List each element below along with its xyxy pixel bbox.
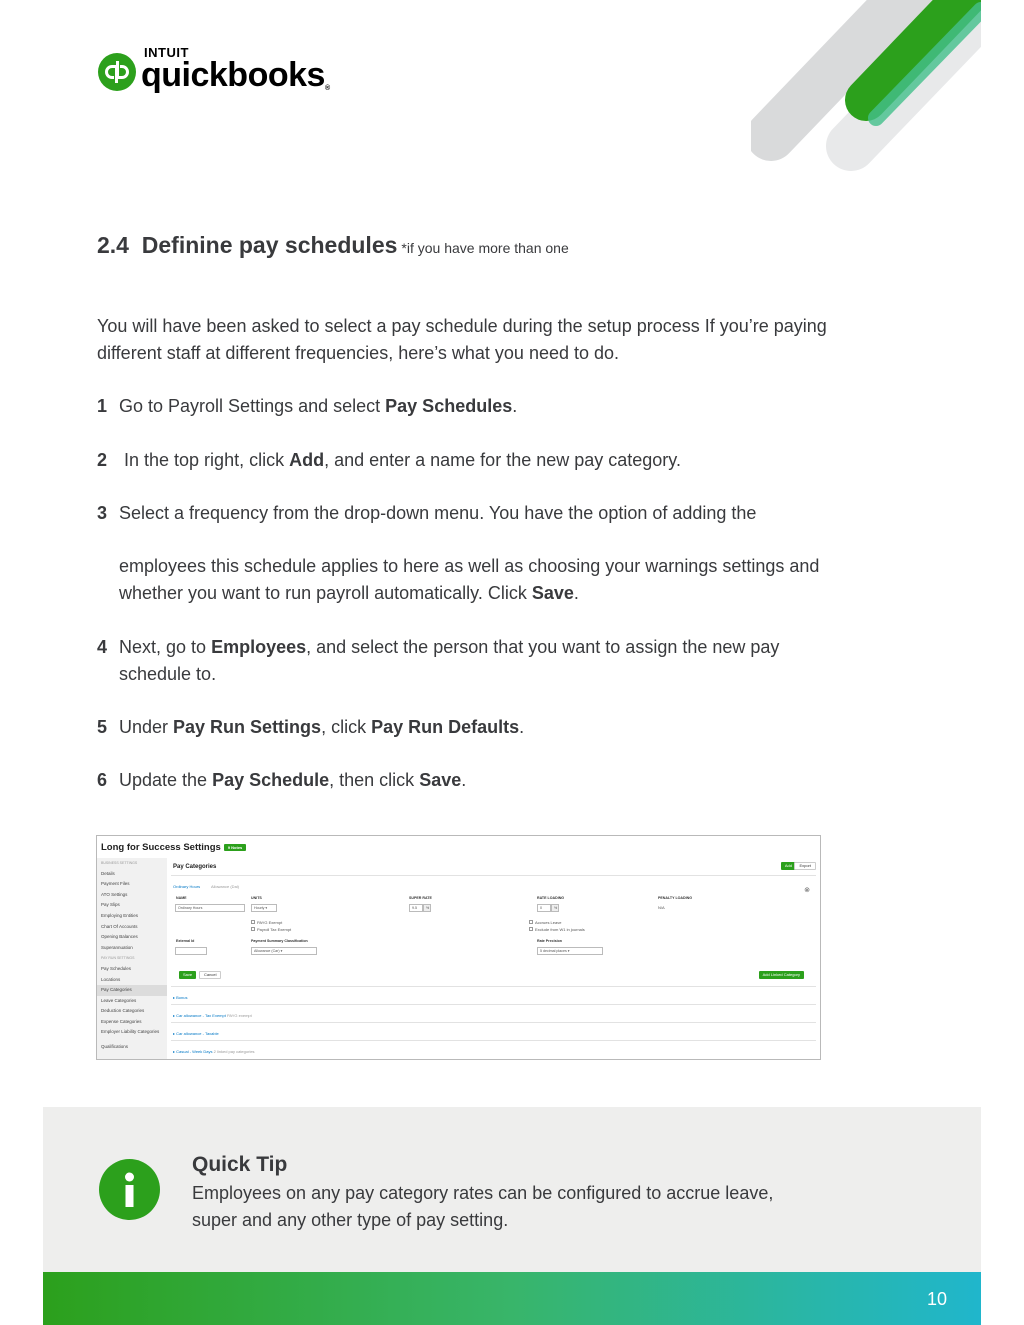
add-button[interactable]: Add bbox=[781, 862, 796, 870]
step-6: 6 Update the Pay Schedule, then click Save. bbox=[97, 770, 467, 790]
accrues-leave-label: Accrues Leave bbox=[535, 920, 562, 925]
cancel-button[interactable]: Cancel bbox=[199, 971, 221, 979]
col-rate: RATE LOADING bbox=[537, 896, 565, 900]
step-3: 3 Select a frequency from the drop-down menu. You have the option of adding the employees this schedule applies to here as well as choosing your warnings settings and whether you want to run payroll automatically. Click Save. bbox=[97, 503, 820, 603]
step-1: 1 Go to Payroll Settings and select Pay Schedules. bbox=[97, 396, 518, 416]
accrues-leave-checkbox[interactable] bbox=[529, 920, 533, 924]
sidebar-item-leave-categories[interactable]: Leave Categories bbox=[101, 997, 137, 1003]
tab-ordinary-hours[interactable]: Ordinary Hours bbox=[173, 884, 201, 889]
payroll-tax-checkbox[interactable] bbox=[251, 927, 255, 931]
sidebar-section: PAY RUN SETTINGS bbox=[101, 956, 135, 961]
precision-label: Rate Precision bbox=[537, 939, 562, 943]
units-select[interactable]: Hourly ▾ bbox=[251, 904, 277, 912]
sidebar-item-payment-files[interactable]: Payment Files bbox=[101, 881, 130, 887]
row-bonus[interactable]: ▸ Bonus bbox=[173, 995, 188, 1000]
row-car-allowance-exempt[interactable]: ▸ Car allowance - Tax Exempt PAYG exempt bbox=[173, 1013, 252, 1018]
intro-paragraph: You will have been asked to select a pay schedule during the setup process If you’re paying different staff at different frequencies, here’s what you need to do. bbox=[97, 316, 827, 363]
qb-logo-icon bbox=[98, 53, 136, 91]
sidebar-item-pay-schedules[interactable]: Pay Schedules bbox=[101, 965, 132, 971]
external-id-label: External Id bbox=[176, 939, 195, 943]
percent-addon: % bbox=[551, 904, 559, 912]
info-icon bbox=[99, 1159, 160, 1220]
step-2: 2 In the top right, click Add, and enter a name for the new pay category. bbox=[97, 450, 681, 470]
divider bbox=[171, 875, 816, 876]
rate-loading-input[interactable]: 0 bbox=[537, 904, 551, 912]
step-4: 4 Next, go to Employees, and select the person that you want to assign the new pay schedule to. bbox=[97, 637, 780, 684]
percent-addon: % bbox=[423, 904, 431, 912]
sidebar-item-ato-settings[interactable]: ATO Settings bbox=[101, 891, 128, 897]
payg-exempt-checkbox[interactable] bbox=[251, 920, 255, 924]
sidebar-item-pay-categories[interactable]: Pay Categories bbox=[97, 985, 167, 996]
footer-bar bbox=[43, 1272, 981, 1325]
payg-exempt-label: PAYG Exempt bbox=[257, 920, 283, 925]
precision-select[interactable]: 5 decimal places ▾ bbox=[537, 947, 603, 955]
exclude-w1-checkbox[interactable] bbox=[529, 927, 533, 931]
section-heading: 2.4 Definine pay schedules *if you have more than one bbox=[97, 232, 569, 258]
quick-tip-box bbox=[43, 1107, 981, 1272]
quick-tip-title: Quick Tip bbox=[192, 1153, 288, 1176]
sidebar-section: BUSINESS SETTINGS bbox=[101, 861, 138, 865]
settings-sidebar bbox=[97, 858, 167, 1060]
divider bbox=[171, 1022, 816, 1023]
row-casual-week-days[interactable]: ▸ Casual - Week Days 2 linked pay categories bbox=[173, 1049, 255, 1054]
quick-tip-text: Employees on any pay category rates can be configured to accrue leave, super and any other type of pay setting. bbox=[192, 1183, 774, 1230]
page-number: 10 bbox=[926, 1289, 947, 1309]
external-id-input[interactable] bbox=[175, 947, 207, 955]
sidebar-item-locations[interactable]: Locations bbox=[101, 976, 121, 982]
export-button[interactable]: Export bbox=[794, 862, 816, 870]
psc-label: Payment Summary Classification bbox=[251, 939, 308, 943]
settings-main bbox=[171, 858, 816, 1059]
settings-screenshot bbox=[96, 835, 821, 1060]
sidebar-item-employing-entities[interactable]: Employing Entities bbox=[101, 912, 139, 918]
main-title: Pay Categories bbox=[173, 864, 217, 870]
col-units: UNITS bbox=[251, 896, 262, 900]
sidebar-item-qualifications[interactable]: Qualifications bbox=[101, 1043, 129, 1049]
penalty-value: N/A bbox=[658, 905, 665, 910]
psc-select[interactable]: Allowance (Car) ▾ bbox=[251, 947, 317, 955]
super-rate-input[interactable]: 9.5 bbox=[409, 904, 423, 912]
close-icon[interactable]: ⊗ bbox=[804, 887, 810, 894]
payroll-tax-label: Payroll Tax Exempt bbox=[257, 927, 292, 932]
sidebar-item-pay-slips[interactable]: Pay Slips bbox=[101, 902, 120, 908]
decorative-graphic bbox=[751, 0, 981, 195]
col-name: NAME bbox=[176, 896, 187, 900]
sidebar-item-superannuation[interactable]: Superannuation bbox=[101, 944, 133, 950]
col-super: SUPER RATE bbox=[409, 896, 432, 900]
divider bbox=[171, 1040, 816, 1041]
exclude-w1-label: Exclude from W1 in journals bbox=[535, 927, 585, 932]
sidebar-item-employer-liability[interactable]: Employer Liability Categories bbox=[101, 1028, 160, 1034]
intuit-wordmark: INTUIT bbox=[144, 45, 189, 60]
quickbooks-wordmark: quickbooks® bbox=[141, 56, 330, 94]
divider bbox=[171, 986, 816, 987]
add-linked-category-button[interactable]: Add Linked Category bbox=[759, 971, 804, 979]
sidebar-item-opening-balances[interactable]: Opening Balances bbox=[101, 934, 138, 940]
quickbooks-logo bbox=[98, 45, 330, 94]
name-input[interactable]: Ordinary Hours bbox=[175, 904, 245, 912]
sidebar-item-expense-categories[interactable]: Expense Categories bbox=[101, 1018, 142, 1024]
tab-allowance[interactable]: Allowance (Dai) bbox=[211, 884, 240, 889]
sidebar-item-deduction-categories[interactable]: Deduction Categories bbox=[101, 1008, 145, 1014]
row-car-allowance-taxable[interactable]: ▸ Car allowance - Taxable bbox=[173, 1031, 219, 1036]
notes-badge: 9 Notes bbox=[224, 844, 246, 851]
col-penalty: PENALTY LOADING bbox=[658, 896, 693, 900]
step-5: 5 Under Pay Run Settings, click Pay Run Defaults. bbox=[97, 717, 525, 737]
sidebar-item-details[interactable]: Details bbox=[101, 870, 115, 876]
screenshot-title: Long for Success Settings 9 Notes bbox=[101, 842, 246, 853]
divider bbox=[171, 1004, 816, 1005]
heading-note: *if you have more than one bbox=[401, 240, 569, 256]
sidebar-item-chart-of-accounts[interactable]: Chart Of Accounts bbox=[101, 923, 138, 929]
save-button[interactable]: Save bbox=[179, 971, 196, 979]
